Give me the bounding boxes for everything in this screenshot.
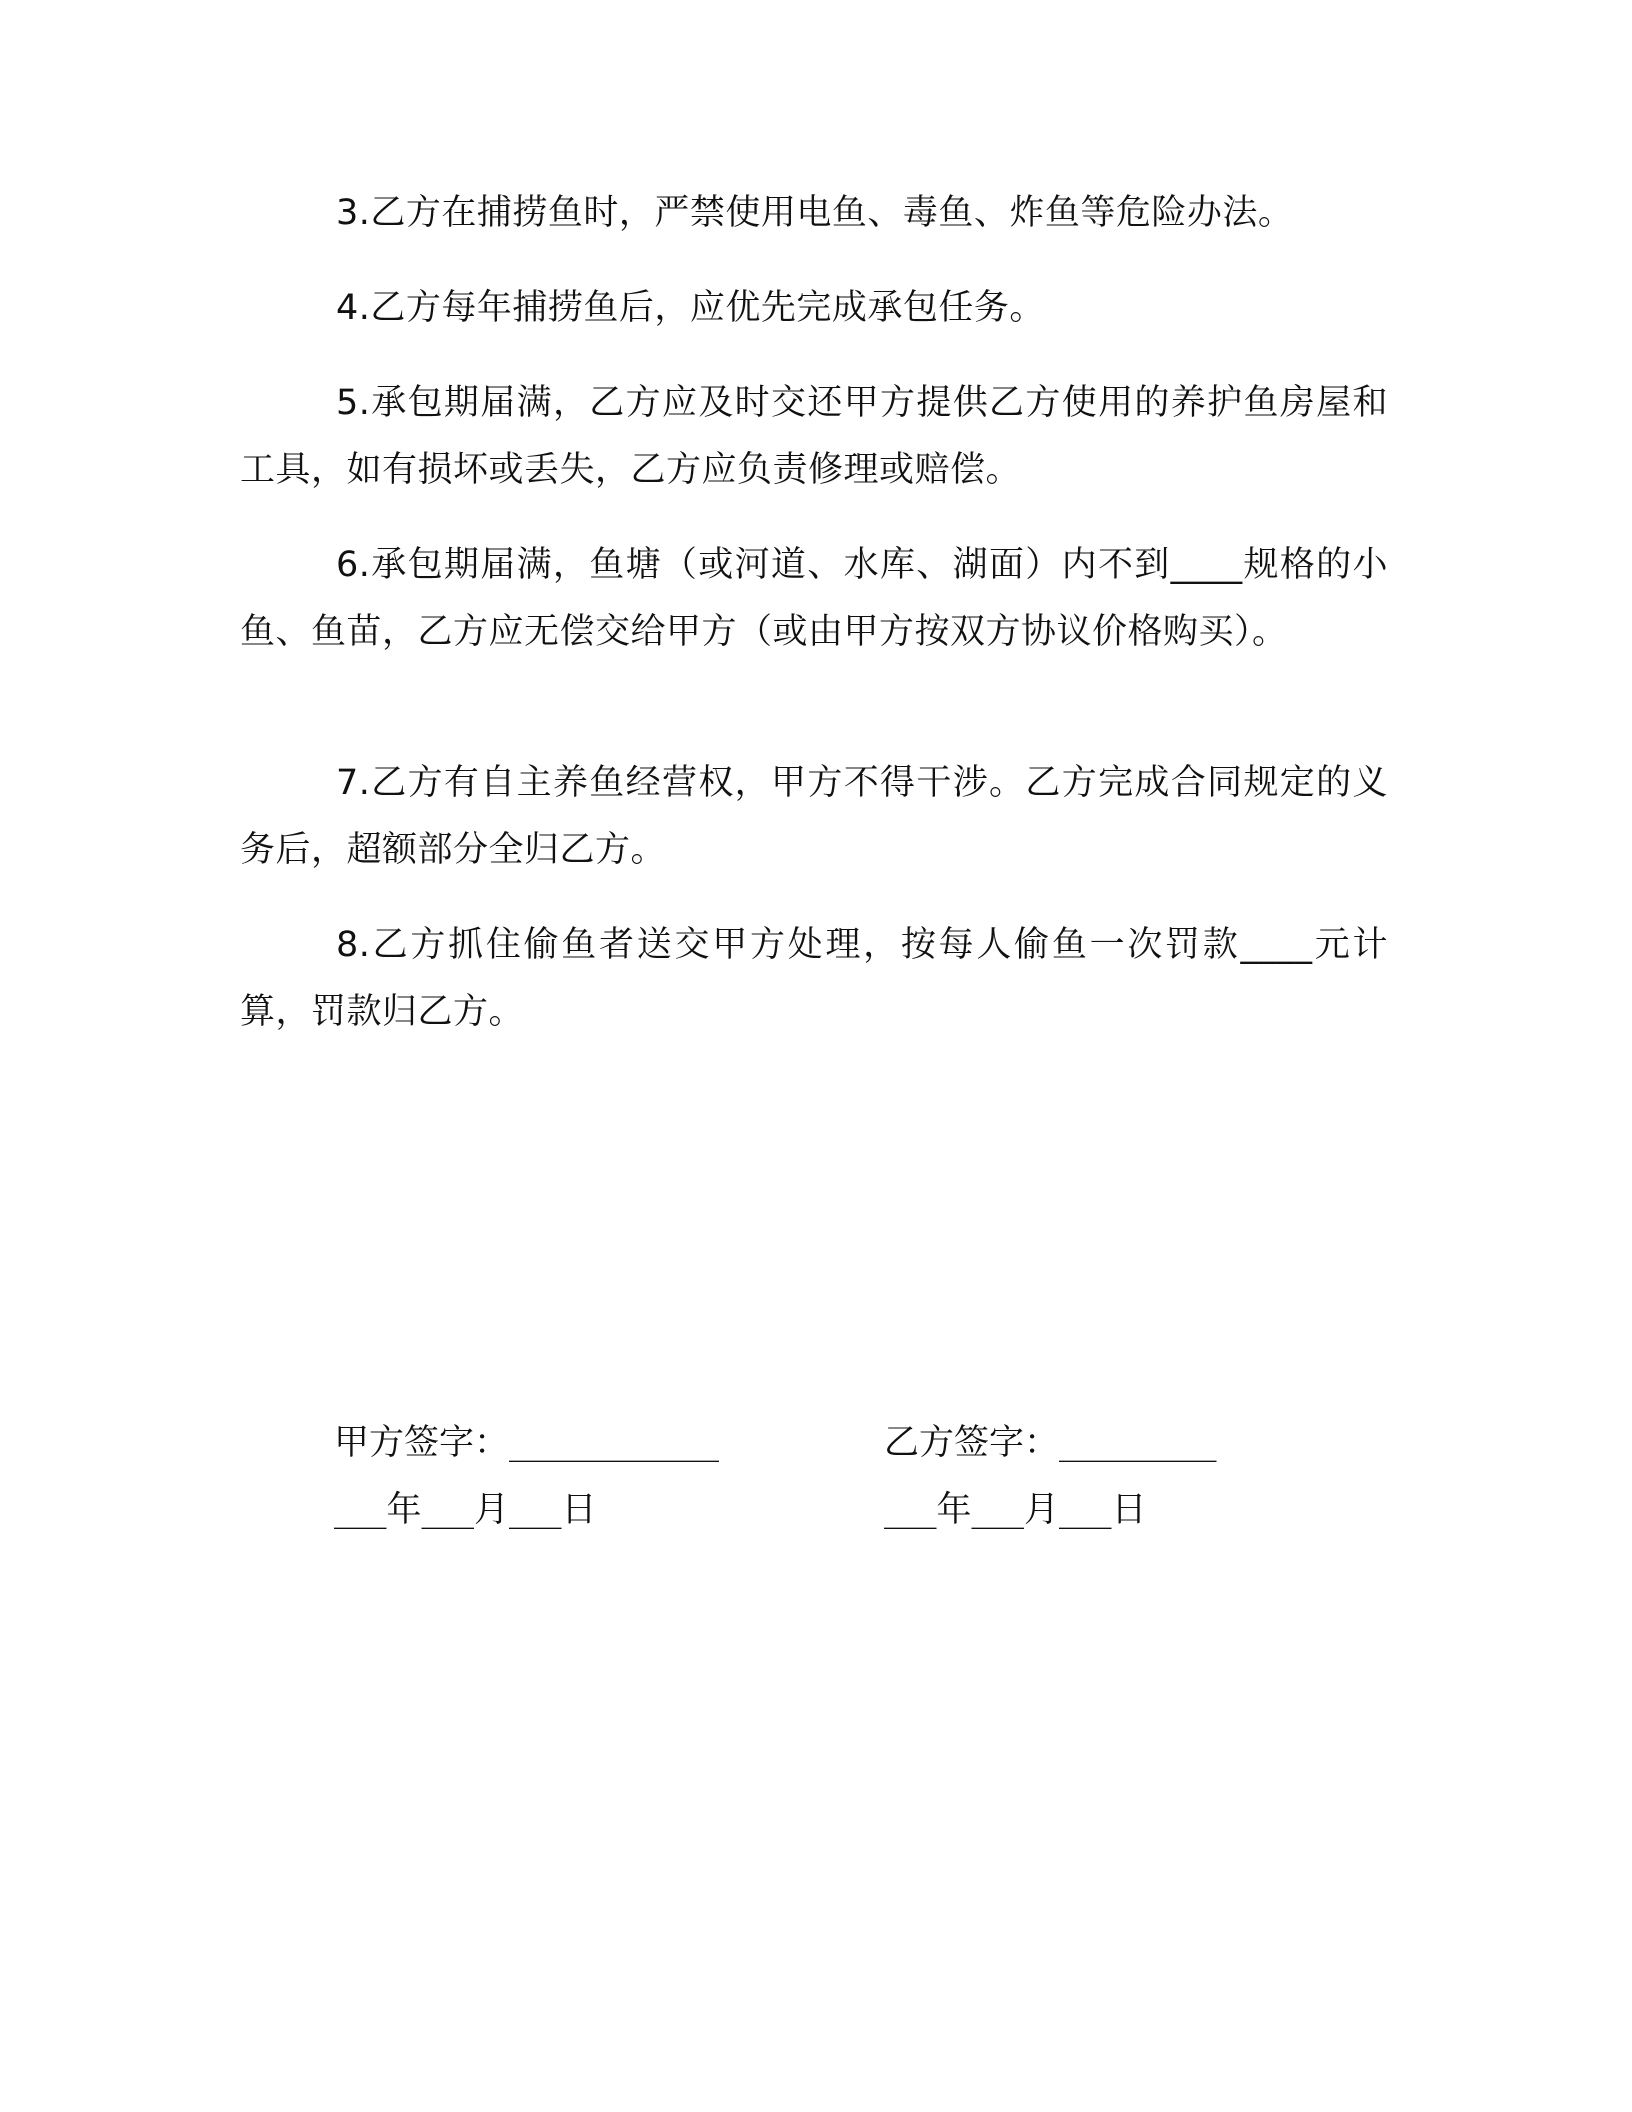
- party-b-signature-label: 乙方签字：_________: [884, 1423, 1217, 1463]
- party-b-date: ___年___月___日: [884, 1490, 1147, 1530]
- party-a-signature: [334, 1410, 719, 1544]
- clause-6: 6.承包期届满，鱼塘（或河道、水库、湖面）内不到____规格的小鱼、鱼苗，乙方应无偿交给甲方（或由甲方按双方协议价格购买）。: [240, 545, 1388, 652]
- party-a-signature-label: 甲方签字：____________: [334, 1423, 720, 1463]
- contract-clauses: [240, 180, 1388, 1074]
- clause-4: 4.乙方每年捕捞鱼后，应优先完成承包任务。: [336, 288, 1045, 328]
- clause-7: 7.乙方有自主养鱼经营权，甲方不得干涉。乙方完成合同规定的义务后，超额部分全归乙方。: [240, 763, 1388, 870]
- clause-3: 3.乙方在捕捞鱼时，严禁使用电鱼、毒鱼、炸鱼等危险办法。: [336, 193, 1294, 233]
- clause-8: 8.乙方抓住偷鱼者送交甲方处理，按每人偷鱼一次罚款____元计算，罚款归乙方。: [240, 925, 1388, 1032]
- clause-5: 5.承包期届满，乙方应及时交还甲方提供乙方使用的养护鱼房屋和工具，如有损坏或丢失，乙方应负责修理或赔偿。: [240, 383, 1388, 490]
- party-b-signature: [884, 1410, 1217, 1544]
- party-a-date: ___年___月___日: [334, 1490, 597, 1530]
